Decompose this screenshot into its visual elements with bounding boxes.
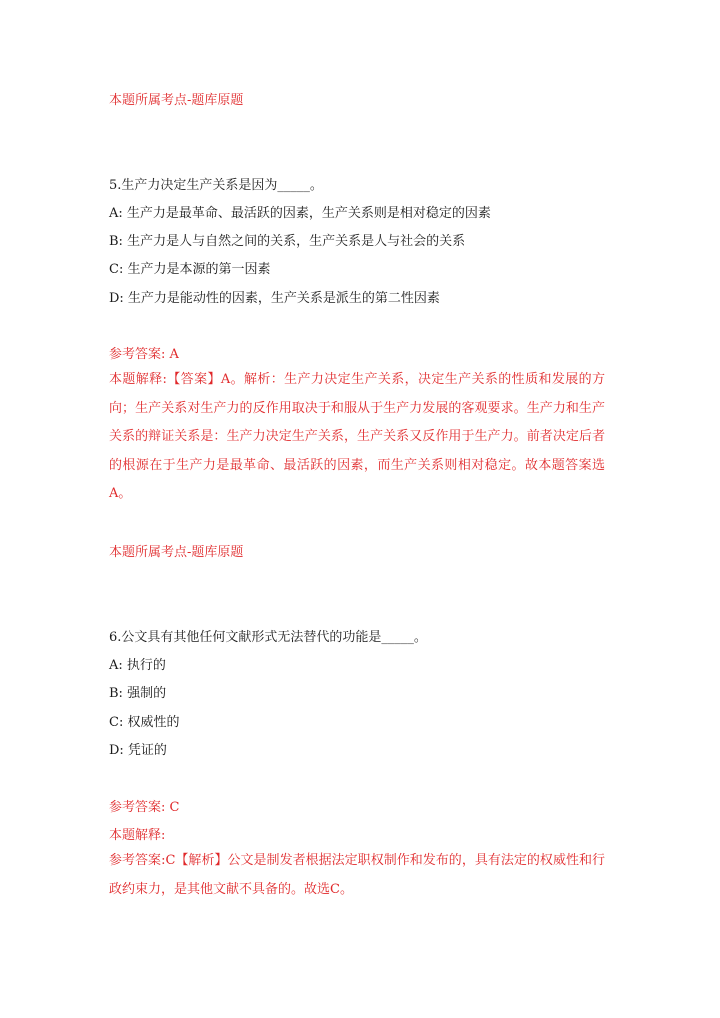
question-5-topic-footer: 本题所属考点-题库原题: [109, 545, 244, 560]
question-6-option-b: B: 强制的: [109, 686, 167, 701]
question-5-answer: 参考答案: A: [109, 347, 179, 362]
question-6-explanation: 参考答案:C【解析】公文是制发者根据法定职权制作和发布的，具有法定的权威性和行政约束力，是其他文献不具备的。故选C。: [109, 853, 605, 897]
topic-footer-prev: 本题所属考点-题库原题: [109, 93, 244, 108]
question-6-option-a: A: 执行的: [109, 658, 166, 673]
question-5-option-c: C: 生产力是本源的第一因素: [109, 262, 271, 277]
question-5-option-a: A: 生产力是最革命、最活跃的因素，生产关系则是相对稳定的因素: [109, 206, 491, 221]
question-6-option-c: C: 权威性的: [109, 715, 180, 730]
question-6-text: 6.公文具有其他任何文献形式无法替代的功能是_____。: [109, 630, 427, 645]
question-5-option-d: D: 生产力是能动性的因素，生产关系是派生的第二性因素: [109, 291, 440, 306]
question-5-option-b: B: 生产力是人与自然之间的关系，生产关系是人与社会的关系: [109, 234, 466, 249]
question-6-option-d: D: 凭证的: [109, 743, 167, 758]
question-6-answer: 参考答案: C: [109, 800, 180, 815]
question-6-explanation-label: 本题解释:: [109, 828, 166, 843]
question-5-explanation: 本题解释:【答案】A。解析：生产力决定生产关系，决定生产关系的性质和发展的方向；生产关系对生产力的反作用取决于和服从于生产力发展的客观要求。生产力和生产关系的辩证关系是：生产力决定生产关系，生产关系又反作用于生产力。前者决定后者的根源在于生产力是最革命、最活跃的因素，而生产关系则相对稳定。故本题答案选A。: [109, 372, 605, 501]
question-5-text: 5.生产力决定生产关系是因为_____。: [109, 178, 323, 193]
